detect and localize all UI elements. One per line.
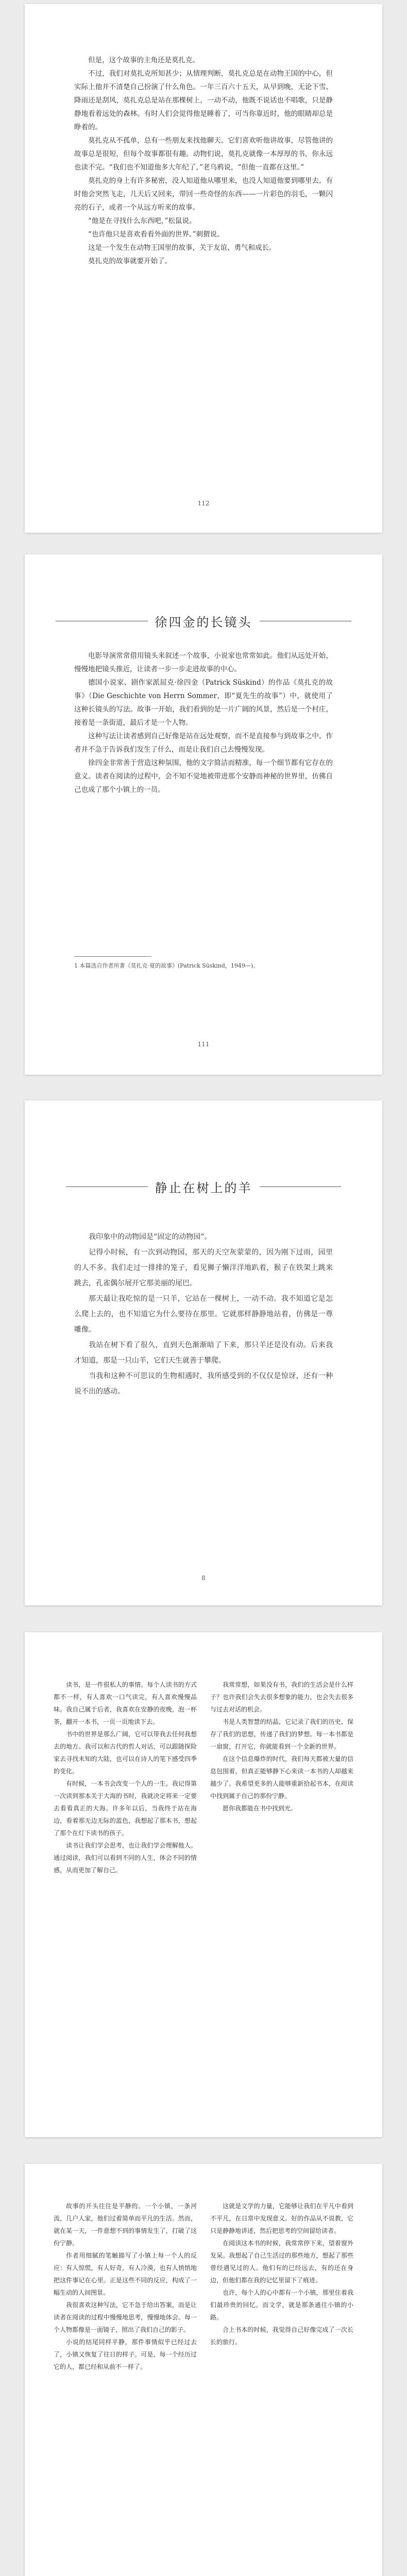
paragraph: 电影导演常常借用镜头来叙述一个故事，小说家也常常如此。他们从远处开始，慢慢地把镜头推近，让读者一步一步走进故事的中心。: [74, 652, 333, 673]
paragraph: 不过，我们对莫扎克所知甚少；从情理判断，莫扎克总是在动物王国的中心，但实际上他并不清楚自己扮演了什么角色。一年三百六十五天，从早到晚，无论下雪、降雨还是刮风，莫扎克总是站在那棵树上，一动不动，他既不说话也不唱歌，只是静静地看着远处的森林。有时人们会觉得他是睡着了，可当你靠近时，他的眼睛却总是睁着的。: [74, 70, 333, 131]
footnote-rule: [74, 956, 151, 957]
paragraph: 我常常想，如果没有书，我们的生活会是什么样子？也许我们会失去很多想象的能力，也会失去很多与过去对话的机会。: [210, 1681, 353, 1713]
paragraph: 但是，这个故事的主角还是莫扎克。: [88, 56, 199, 64]
chapter-heading: [56, 612, 351, 630]
two-column-body: [54, 1679, 353, 1876]
book-page-2: [25, 554, 382, 1075]
paragraph: 徐四金非常善于营造这种氛围，他的文字简洁而精准，每一个细节都有它存在的意义。读者在阅读的过程中，会不知不觉地被带进那个安静而神秘的世界里，仿佛自己也成了那个小镇上的一员。: [74, 759, 333, 794]
paragraph: 我印象中的动物园是“固定的动物园”。: [89, 1233, 212, 1241]
paragraph: 书是人类智慧的结晶，它记录了我们的历史，保存了我们的思想，传递了我们的梦想。每一本书都是一扇窗，打开它，你就能看到一个全新的世界。: [210, 1718, 353, 1750]
paragraph: 有时候，一本书会改变一个人的一生。我记得第一次读到那本关于大海的书时，我就决定将来一定要去看看真正的大海。许多年以后，当我终于站在海边，看着那无边无际的蓝色，我想起了那本书，想起了那个在灯下读书的孩子。: [54, 1780, 197, 1837]
page-3-body: [74, 1229, 333, 1399]
chapter-title: 徐四金的长镜头: [155, 615, 252, 630]
paragraph: 故事的开头往往是平静的。一个小镇，一条河流，几户人家，他们过着简单而平凡的生活。然而，就在某一天，一件意想不到的事情发生了，打破了这份宁静。: [54, 2202, 197, 2247]
paragraph: 这种写法让读者感到自己好像是站在远处观察，而不是直接参与到故事之中。作者并不急于告诉我们发生了什么，而是让我们自己去慢慢发现。: [74, 732, 333, 754]
paragraph: “他是在寻找什么东西吧，”松鼠说。: [88, 217, 196, 225]
paragraph: 在这个信息爆炸的时代，我们每天都被大量的信息包围着，但真正能够静下心来读一本书的人却越来越少了。我希望更多的人能够重新拾起书本，在阅读中找到属于自己的那份宁静。: [210, 1755, 353, 1800]
two-column-body: [54, 2200, 353, 2373]
paragraph: 也许，每个人的心中都有一个小镇，那里住着我们最珍贵的回忆。而文学，就是那条通往小镇的小路。: [210, 2289, 353, 2321]
page-1-body: [74, 54, 333, 268]
chapter-title: 静止在树上的羊: [155, 1181, 252, 1195]
paragraph: 在阅读这本书的时候，我常常停下来，望着窗外发呆。我想起了自己生活过的那些地方，想起了那些曾经遇见过的人。他们有的已经远去，有的还在身边，但他们都在我的记忆里留下了痕迹。: [210, 2240, 353, 2284]
paragraph: 这就是文学的力量，它能够让我们在平凡中看到不平凡，在日常中发现意义。好的作品从不说教，它只是静静地讲述，然后把思考的空间留给读者。: [210, 2202, 353, 2234]
paragraph: 作者用细腻的笔触描写了小镇上每一个人的反应：有人惊慌，有人好奇，有人冷漠，也有人悄悄地把这件事记在心里。正是这些不同的反应，构成了一幅生动的人间图景。: [54, 2252, 197, 2296]
paragraph: 莫扎克的故事就要开始了。: [88, 257, 172, 265]
paragraph: 我很喜欢这种写法，它不急于给出答案，而是让读者在阅读的过程中慢慢地思考，慢慢地体会。每一个人物都像是一面镜子，照出了我们自己的影子。: [54, 2301, 197, 2333]
text-column-right: [210, 2200, 353, 2373]
footnote: 1 本篇选自作者所著《莫扎克·夏的故事》(Patrick Süskind，1949—)。: [74, 962, 259, 969]
text-column-left: [54, 1679, 197, 1876]
book-page-4: [25, 1632, 382, 2137]
paragraph: 记得小时候，有一次到动物园，那天的天空灰蒙蒙的，因为刚下过雨，园里的人不多。我们走过一排排的笼子，看见狮子懒洋洋地趴着，猴子在铁架上跳来跳去，孔雀偶尔展开它那美丽的尾巴。: [74, 1248, 333, 1287]
paragraph: 读书让我们学会思考，也让我们学会理解他人。通过阅读，我们可以看到不同的人生，体会不同的情感，从而更加了解自己。: [54, 1842, 197, 1874]
text-column-left: [54, 2200, 197, 2373]
paragraph: 德国小说家、剧作家派屈克·徐四金（Patrick Süskind）的作品《莫扎克的故事》（Die Geschichte von Herrn Sommer，即“夏先生的故事”）中，就使用了这种长镜头的写法。故事一开始，我们看到的是一片广阔的风景，然后是一个村庄，接着是一条街道，最后才是一个人物。: [74, 679, 333, 727]
paragraph: 莫扎克的身上有许多秘密，没人知道他从哪里来，也没人知道他要到哪里去。有时他会突然飞走，几天后又回来，带回一些奇怪的东西——一片彩色的羽毛，一颗闪亮的石子，或者一个从远方听来的故事。: [74, 177, 333, 212]
paragraph: 合上书本的时候，我觉得自己好像完成了一次长长的旅行。: [210, 2326, 353, 2346]
paragraph: 莫扎克从不孤单，总有一些朋友来找他聊天。它们喜欢听他讲故事，尽管他讲的故事总是很短，但每个故事都很有趣。动物们说，莫扎克就像一本厚厚的书，你永远也读不完。“我们也不知道他多大年纪了，”老乌鸦说，“但他一直都在这里。”: [74, 137, 333, 172]
book-page-1: [25, 4, 382, 533]
paragraph: 读书，是一件很私人的事情。每个人读书的方式都不一样，有人喜欢一口气读完，有人喜欢慢慢品味。我自己属于后者，我喜欢在安静的夜晚，泡一杯茶，翻开一本书，一页一页地读下去。: [54, 1681, 197, 1725]
paragraph: 书中的世界是那么广阔，它可以带我去任何我想去的地方。我可以和古代的哲人对话，可以跟随探险家去寻找未知的大陆，也可以在诗人的笔下感受四季的变化。: [54, 1731, 197, 1775]
chapter-heading: [66, 1178, 341, 1196]
paragraph: 愿你我都能在书中找到光。: [223, 1805, 297, 1812]
text-column-right: [210, 1679, 353, 1876]
book-page-3: [25, 1100, 382, 1605]
paragraph: 这是一个发生在动物王国里的故事，关于友谊、勇气和成长。: [88, 244, 276, 252]
paragraph: “也许他只是喜欢看看外面的世界。”刺猬说。: [88, 230, 224, 239]
paragraph: 当我和这种不可思议的生物相遇时，我所感受到的不仅仅是惊讶，还有一种说不出的感动。: [74, 1372, 333, 1396]
paragraph: 我站在树下看了很久，直到天色渐渐暗了下来，那只羊还是没有动。后来我才知道，那是一只山羊，它们天生就善于攀爬。: [74, 1341, 333, 1365]
page-number: 112: [197, 500, 210, 507]
page-number: 111: [197, 1041, 210, 1048]
paragraph: 那天最让我吃惊的是一只羊，它站在一棵树上，一动不动。我不知道它是怎么爬上去的，也不知道它为什么要待在那里。它就那样静静地站着，仿佛是一尊雕像。: [74, 1295, 333, 1334]
book-page-5: [25, 2164, 382, 2576]
page-2-body: [74, 649, 333, 796]
page-number: 8: [201, 1574, 206, 1582]
paragraph: 小说的结尾同样平静，那件事情似乎已经过去了，小镇又恢复了往日的样子。可是，每一个经历过它的人，都已经和从前不一样了。: [54, 2338, 197, 2370]
